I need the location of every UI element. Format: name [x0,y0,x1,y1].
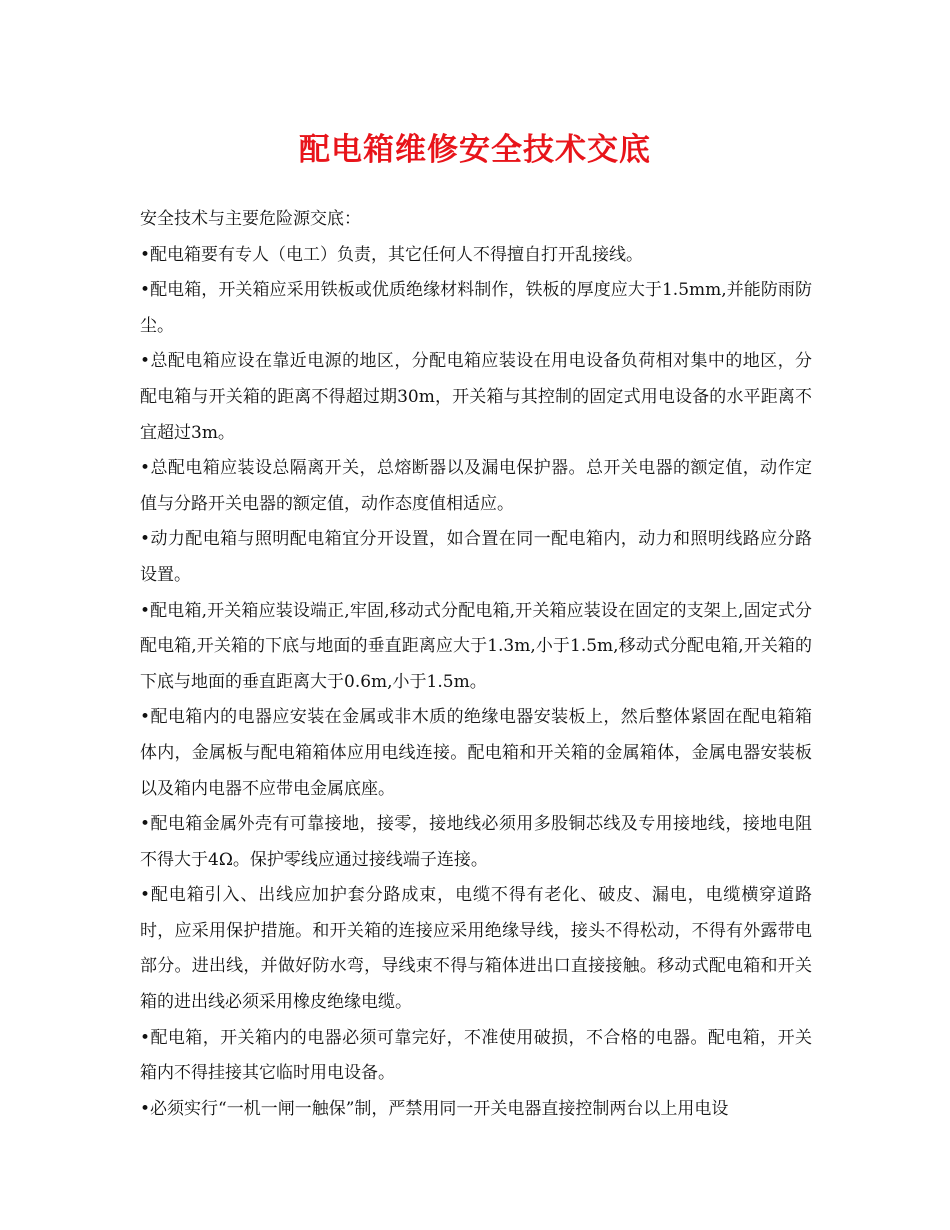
list-item: •总配电箱应设在靠近电源的地区，分配电箱应装设在用电设备负荷相对集中的地区，分配电箱与开关箱的距离不得超过期30m，开关箱与其控制的固定式用电设备的水平距离不宜超过3m。 [140,351,812,443]
list-item: •配电箱引入、出线应加护套分路成束，电缆不得有老化、破皮、漏电，电缆横穿道路时，应采用保护措施。和开关箱的连接应采用绝缘导线，接头不得松动，不得有外露带电部分。进出线，并做好防水弯，导线束不得与箱体进出口直接接触。移动式配电箱和开关箱的进出线必须采用橡皮绝缘电缆。 [140,885,812,1013]
list-item: •动力配电箱与照明配电箱宜分开设置，如合置在同一配电箱内，动力和照明线路应分路设置。 [140,529,812,585]
list-item: •配电箱，开关箱内的电器必须可靠完好，不准使用破损，不合格的电器。配电箱，开关箱内不得挂接其它临时用电设备。 [140,1027,812,1084]
list-item: •配电箱内的电器应安装在金属或非木质的绝缘电器安装板上，然后整体紧固在配电箱箱体内，金属板与配电箱箱体应用电线连接。配电箱和开关箱的金属箱体，金属电器安装板以及箱内电器不应带电金属底座。 [140,707,812,799]
list-item: •配电箱要有专人（电工）负责，其它任何人不得擅自打开乱接线。 [140,244,644,265]
list-item: •总配电箱应装设总隔离开关，总熔断器以及漏电保护器。总开关电器的额定值，动作定值与分路开关电器的额定值，动作态度值相适应。 [140,458,812,514]
document-title: 配电箱维修安全技术交底 [299,132,651,168]
intro-paragraph: 安全技术与主要危险源交底： [140,209,361,229]
list-item: •必须实行“一机一闸一触保”制，严禁用同一开关电器直接控制两台以上用电设 [140,1098,729,1119]
list-item: •配电箱，开关箱应采用铁板或优质绝缘材料制作，铁板的厚度应大于1.5mm,并能防雨防尘。 [140,280,812,336]
document-body [140,202,812,1127]
list-item: •配电箱,开关箱应装设端正,牢固,移动式分配电箱,开关箱应装设在固定的支架上,固定式分配电箱,开关箱的下底与地面的垂直距离应大于1.3m,小于1.5m,移动式分配电箱,开关箱的下底与地面的垂直距离大于0.6m,小于1.5m。 [140,600,812,692]
list-item: •配电箱金属外壳有可靠接地，接零，接地线必须用多股铜芯线及专用接地线，接地电阻不得大于4Ω。保护零线应通过接线端子连接。 [140,814,812,870]
